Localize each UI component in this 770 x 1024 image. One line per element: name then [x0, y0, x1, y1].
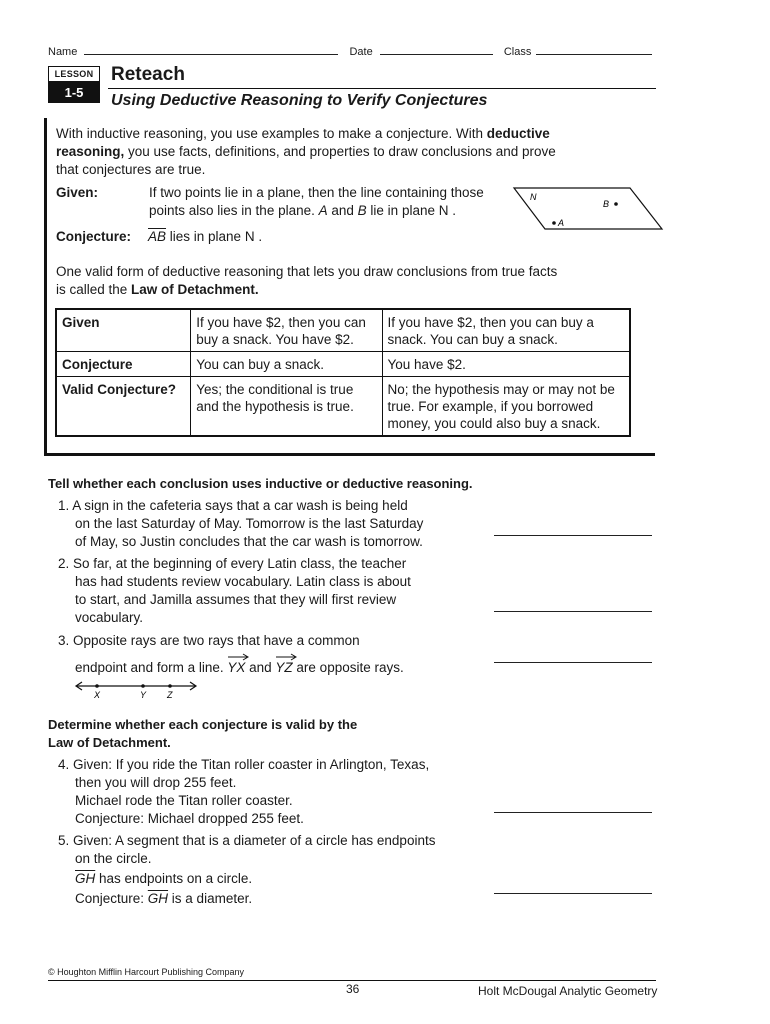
answer-line-2[interactable]: [494, 611, 652, 612]
point-b-figure-label: B: [603, 199, 610, 209]
question-text: vocabulary.: [75, 610, 144, 625]
law-of-detachment-table: [55, 308, 631, 437]
point-b-label: B: [357, 203, 367, 218]
answer-line-1[interactable]: [494, 535, 652, 536]
conjunction: and: [245, 660, 276, 675]
intro-paragraph: [56, 125, 616, 179]
table-cell: Yes; the conditional is true and the hypothesis is true.: [191, 377, 382, 437]
question-text: 5. Given: A segment that is a diameter of a circle has endpoints: [58, 833, 436, 848]
conjunction: and: [327, 203, 358, 218]
lesson-number: 1-5: [48, 82, 100, 103]
table-cell: You can buy a snack.: [191, 352, 382, 377]
conjecture-text: [148, 228, 262, 246]
question-text: are opposite rays.: [292, 660, 404, 675]
intro-text: you use facts, definitions, and properties to draw conclusions and prove: [124, 144, 556, 159]
question-text: on the circle.: [75, 851, 152, 866]
given-text: [149, 184, 509, 220]
point-b-dot: [614, 202, 618, 206]
section-heading-line: Determine whether each conjecture is valid by the: [48, 717, 358, 732]
page-number: 36: [346, 982, 360, 996]
footer-divider: [48, 980, 656, 981]
point-a-figure-label: A: [558, 218, 565, 228]
name-field[interactable]: [84, 42, 338, 55]
ray-yz: [275, 660, 292, 675]
table-cell: If you have $2, then you can buy a snack. You can buy a snack.: [382, 309, 630, 352]
ray-yz-label: YZ: [275, 660, 293, 675]
question-text: 2. So far, at the beginning of every Latin class, the teacher: [58, 556, 407, 571]
question-text: Conjecture: Michael dropped 255 feet.: [75, 811, 304, 826]
law-of-detachment-term: Law of Detachment.: [131, 282, 259, 297]
intro-bold-reasoning: reasoning,: [56, 144, 125, 159]
table-row: [56, 309, 630, 352]
segment-gh: $\overline{GH}$: [75, 871, 96, 886]
question-1: [58, 497, 478, 551]
question-text: 1. A sign in the cafeteria says that a car wash is being held: [58, 498, 408, 513]
question-text: 3. Opposite rays are two rays that have a common: [58, 633, 360, 648]
given-line: lie in plane N .: [366, 203, 456, 218]
point-y-dot: [141, 684, 145, 688]
segment-gh: $\overline{GH}$: [147, 891, 169, 906]
question-5: [58, 832, 478, 908]
section-heading-law-of-detachment: [48, 716, 357, 752]
line-xyz-diagram: [74, 680, 198, 700]
ray-yx: [227, 660, 245, 675]
conjecture-rest: lies in plane N .: [166, 229, 263, 244]
plane-diagram: [512, 185, 664, 233]
point-x-dot: [95, 684, 99, 688]
conjecture-label: Conjecture:: [56, 229, 132, 244]
table-row-header: Valid Conjecture?: [56, 377, 191, 437]
ray-arrow-icon: [275, 653, 299, 661]
question-4: [58, 756, 478, 828]
question-text: is a diameter.: [168, 891, 253, 906]
title-divider: [108, 88, 656, 89]
point-z-label: Z: [167, 690, 173, 700]
date-field[interactable]: [380, 42, 493, 55]
name-date-class-row: [48, 42, 654, 58]
point-a-label: A: [318, 203, 328, 218]
reteach-box-left-border: [44, 118, 47, 454]
table-cell: If you have $2, then you can buy a snack. You have $2.: [191, 309, 382, 352]
answer-line-3[interactable]: [494, 662, 652, 663]
section-heading-line: Law of Detachment.: [48, 735, 171, 750]
given-label: Given:: [56, 185, 99, 200]
copyright-notice: © Houghton Mifflin Harcourt Publishing Company: [48, 967, 245, 977]
book-title: Holt McDougal Analytic Geometry: [478, 984, 658, 998]
intro-text: With inductive reasoning, you use examples to make a conjecture. With: [56, 126, 487, 141]
given-line: points also lies in the plane.: [149, 203, 319, 218]
section-heading-inductive-deductive: Tell whether each conclusion uses inductive or deductive reasoning.: [48, 476, 473, 491]
intro-bold-deductive: deductive: [486, 126, 550, 141]
table-row-header: Conjecture: [56, 352, 191, 377]
table-row-header: Given: [56, 309, 191, 352]
question-text: to start, and Jamilla assumes that they will first review: [75, 592, 397, 607]
plane-label: N: [530, 192, 537, 202]
table-row: [56, 377, 630, 437]
table-cell: You have $2.: [382, 352, 630, 377]
question-text: has had students review vocabulary. Latin class is about: [75, 574, 411, 589]
question-text: Michael rode the Titan roller coaster.: [75, 793, 293, 808]
answer-line-4[interactable]: [494, 812, 652, 813]
question-text: on the last Saturday of May. Tomorrow is the last Saturday: [75, 516, 424, 531]
question-text: of May, so Justin concludes that the car wash is tomorrow.: [75, 534, 423, 549]
class-label: Class: [503, 46, 532, 58]
name-label: Name: [48, 46, 78, 58]
page-title: Reteach: [111, 64, 185, 85]
answer-line-5[interactable]: [494, 893, 652, 894]
ray-yx-label: YX: [227, 660, 246, 675]
question-text: has endpoints on a circle.: [95, 871, 253, 886]
question-text: endpoint and form a line.: [75, 660, 228, 675]
point-y-label: Y: [140, 690, 147, 700]
question-2: [58, 555, 478, 627]
table-cell: No; the hypothesis may or may not be true. For example, if you borrowed money, you could also buy a snack.: [382, 377, 630, 437]
intro-text: that conjectures are true.: [56, 162, 206, 177]
reteach-box-bottom-border: [44, 453, 655, 456]
question-text: Conjecture:: [75, 891, 148, 906]
question-3-rays: [75, 659, 475, 677]
lesson-label: LESSON: [48, 66, 100, 82]
point-x-label: X: [94, 690, 101, 700]
page-subtitle: Using Deductive Reasoning to Verify Conjectures: [111, 92, 488, 109]
date-label: Date: [349, 46, 373, 58]
segment-ab: $\overline{AB}$: [148, 229, 167, 244]
question-text: 4. Given: If you ride the Titan roller coaster in Arlington, Texas,: [58, 757, 430, 772]
detachment-paragraph: [56, 263, 636, 299]
lesson-badge: [48, 66, 100, 103]
table-row: [56, 352, 630, 377]
given-line: If two points lie in a plane, then the line containing those: [149, 185, 484, 200]
point-a-dot: [552, 221, 556, 225]
detachment-text: One valid form of deductive reasoning that lets you draw conclusions from true facts: [56, 264, 558, 279]
detachment-text: is called the: [56, 282, 132, 297]
ray-arrow-icon: [227, 653, 251, 661]
question-text: then you will drop 255 feet.: [75, 775, 237, 790]
question-3: [58, 632, 478, 650]
point-z-dot: [168, 684, 172, 688]
class-field[interactable]: [536, 42, 652, 55]
